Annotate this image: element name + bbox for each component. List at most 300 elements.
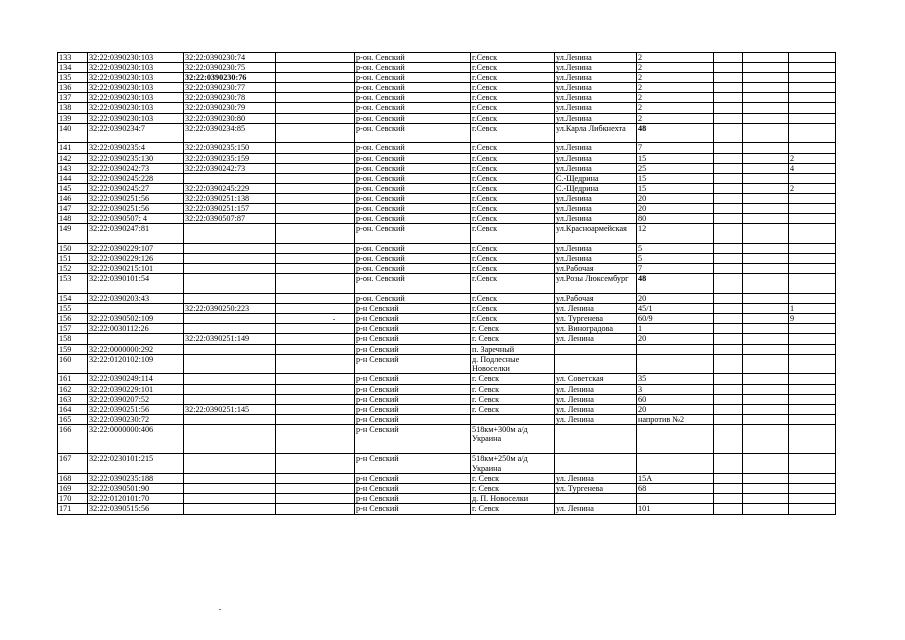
cell-street <box>555 354 637 374</box>
cell-locality: г.Севск <box>471 183 555 193</box>
cell-row-number: 159 <box>58 344 88 354</box>
cell-extra-column-a <box>714 173 743 183</box>
cell-locality: д. Подлесные Новоселки <box>471 354 555 374</box>
cell-cadastral-subnumber <box>184 254 276 264</box>
cell-locality: 518км+250м а/д Украина <box>471 454 555 474</box>
cell-cadastral-subnumber <box>184 264 276 274</box>
cell-district: р-он. Севский <box>355 93 471 103</box>
cell-house-number: 48 <box>637 274 714 294</box>
cell-district: р-н Севский <box>355 484 471 494</box>
table-row <box>58 294 836 304</box>
cell-empty-column <box>276 83 355 93</box>
cell-extra-column-b <box>743 63 789 73</box>
cell-house-number: 25 <box>637 163 714 173</box>
table-row <box>58 304 836 314</box>
cell-district: р-он. Севский <box>355 153 471 163</box>
cell-row-number: 149 <box>58 224 88 244</box>
cell-row-number: 136 <box>58 83 88 93</box>
table-row <box>58 123 836 143</box>
cell-district: р-он. Севский <box>355 204 471 214</box>
cell-district: р-он. Севский <box>355 224 471 244</box>
cell-street: ул.Ленина <box>555 113 637 123</box>
cell-count: 2 <box>789 153 836 163</box>
cell-extra-column-b <box>743 143 789 153</box>
cell-house-number: 35 <box>637 374 714 384</box>
cell-locality: г. Севск <box>471 404 555 414</box>
cell-street: ул. Ленина <box>555 394 637 404</box>
cell-empty-column <box>276 484 355 494</box>
cell-cadastral-subnumber <box>184 244 276 254</box>
cell-row-number: 158 <box>58 334 88 344</box>
cell-count <box>789 384 836 394</box>
cell-count <box>789 354 836 374</box>
cell-street <box>555 494 637 504</box>
cell-house-number: 68 <box>637 484 714 494</box>
cell-street <box>555 344 637 354</box>
cell-cadastral-subnumber <box>184 224 276 244</box>
cell-cadastral-subnumber <box>184 424 276 454</box>
cell-street <box>555 454 637 474</box>
cell-empty-column <box>276 334 355 344</box>
cell-extra-column-a <box>714 424 743 454</box>
cell-district: р-н Севский <box>355 494 471 504</box>
cell-house-number: напротив №2 <box>637 414 714 424</box>
cell-house-number: 15 <box>637 183 714 193</box>
cell-cadastral-number: 32:22:0390215:101 <box>88 264 184 274</box>
table-row <box>58 53 836 63</box>
cell-extra-column-b <box>743 474 789 484</box>
cell-count <box>789 63 836 73</box>
cell-extra-column-b <box>743 193 789 203</box>
cell-district: р-он. Севский <box>355 254 471 264</box>
cell-street: ул.Ленина <box>555 93 637 103</box>
cell-house-number: 15 <box>637 153 714 163</box>
cell-street: ул.Красноармейская <box>555 224 637 244</box>
cell-empty-column <box>276 214 355 224</box>
cell-street: ул.Рабочая <box>555 264 637 274</box>
cell-locality: г. Севск <box>471 384 555 394</box>
table-row <box>58 153 836 163</box>
cell-street: ул.Ленина <box>555 153 637 163</box>
cell-street: ул.Ленина <box>555 193 637 203</box>
cell-extra-column-a <box>714 143 743 153</box>
table-row <box>58 73 836 83</box>
cell-empty-column <box>276 113 355 123</box>
cell-extra-column-a <box>714 414 743 424</box>
cell-row-number: 135 <box>58 73 88 83</box>
cell-cadastral-subnumber <box>184 384 276 394</box>
cell-extra-column-a <box>714 324 743 334</box>
cell-house-number: 2 <box>637 73 714 83</box>
table-row <box>58 454 836 474</box>
cell-count <box>789 204 836 214</box>
cell-street: ул. Тургенева <box>555 484 637 494</box>
cell-empty-column <box>276 324 355 334</box>
cell-empty-column <box>276 494 355 504</box>
cell-row-number: 170 <box>58 494 88 504</box>
cell-extra-column-a <box>714 163 743 173</box>
table-row <box>58 474 836 484</box>
cell-extra-column-b <box>743 304 789 314</box>
cell-cadastral-number: 32:22:0000000:292 <box>88 344 184 354</box>
cell-cadastral-number <box>88 334 184 344</box>
cell-cadastral-number: 32:22:0230101:215 <box>88 454 184 474</box>
cell-house-number <box>637 454 714 474</box>
cell-count <box>789 374 836 384</box>
cell-house-number: 20 <box>637 193 714 203</box>
cell-extra-column-b <box>743 264 789 274</box>
cell-cadastral-subnumber: 32:22:0390230:78 <box>184 93 276 103</box>
cell-count <box>789 474 836 484</box>
cell-cadastral-number: 32:22:0390229:107 <box>88 244 184 254</box>
cell-district: р-он. Севский <box>355 173 471 183</box>
cell-cadastral-subnumber <box>184 454 276 474</box>
cell-extra-column-a <box>714 374 743 384</box>
cell-district: р-н Севский <box>355 474 471 484</box>
cell-count: 4 <box>789 163 836 173</box>
cell-extra-column-a <box>714 294 743 304</box>
cell-locality: г.Севск <box>471 103 555 113</box>
cell-street: ул.Ленина <box>555 163 637 173</box>
cell-cadastral-subnumber: 32:22:0390230:80 <box>184 113 276 123</box>
cell-district: р-н Севский <box>355 414 471 424</box>
cell-count <box>789 123 836 143</box>
cell-extra-column-a <box>714 244 743 254</box>
cell-street: ул.Ленина <box>555 73 637 83</box>
cell-district: р-н Севский <box>355 384 471 394</box>
cell-extra-column-b <box>743 294 789 304</box>
cell-cadastral-subnumber <box>184 173 276 183</box>
table-row <box>58 173 836 183</box>
cell-cadastral-number: 32:22:0390234:7 <box>88 123 184 143</box>
cell-cadastral-number: 32:22:0390207:52 <box>88 394 184 404</box>
cell-count <box>789 244 836 254</box>
cell-row-number: 168 <box>58 474 88 484</box>
cell-row-number: 138 <box>58 103 88 113</box>
table-row <box>58 224 836 244</box>
cell-house-number <box>637 494 714 504</box>
cell-extra-column-a <box>714 204 743 214</box>
cell-street: ул. Тургенева <box>555 314 637 324</box>
cell-row-number: 142 <box>58 153 88 163</box>
cell-street: ул. Ленина <box>555 404 637 414</box>
cell-extra-column-b <box>743 354 789 374</box>
cell-extra-column-b <box>743 123 789 143</box>
cell-house-number: 7 <box>637 264 714 274</box>
cell-extra-column-a <box>714 354 743 374</box>
cell-house-number <box>637 344 714 354</box>
table-row <box>58 504 836 514</box>
cell-extra-column-b <box>743 244 789 254</box>
table-row <box>58 404 836 414</box>
cell-district: р-н Севский <box>355 314 471 324</box>
cell-cadastral-number: 32:22:0390235:4 <box>88 143 184 153</box>
cell-extra-column-b <box>743 214 789 224</box>
cell-extra-column-b <box>743 414 789 424</box>
cell-cadastral-subnumber: 32:22:0390245:229 <box>184 183 276 193</box>
cell-row-number: 161 <box>58 374 88 384</box>
cell-street: ул. Виноградова <box>555 324 637 334</box>
cell-street: С.-Щедрина <box>555 173 637 183</box>
cell-cadastral-subnumber: 32:22:0390230:75 <box>184 63 276 73</box>
cell-extra-column-b <box>743 324 789 334</box>
cell-district: р-он. Севский <box>355 103 471 113</box>
cell-street: С.-Щедрина <box>555 183 637 193</box>
cell-empty-column <box>276 394 355 404</box>
cell-extra-column-a <box>714 73 743 83</box>
cell-cadastral-subnumber: 32:22:0390251:157 <box>184 204 276 214</box>
table-row <box>58 183 836 193</box>
cell-row-number: 167 <box>58 454 88 474</box>
cell-locality: г.Севск <box>471 304 555 314</box>
cell-cadastral-number: 32:22:0390101:54 <box>88 274 184 294</box>
cell-count <box>789 334 836 344</box>
cell-house-number: 2 <box>637 103 714 113</box>
cell-extra-column-a <box>714 193 743 203</box>
cell-extra-column-a <box>714 484 743 494</box>
cell-row-number: 148 <box>58 214 88 224</box>
cell-cadastral-subnumber <box>184 314 276 324</box>
cell-empty-column <box>276 254 355 264</box>
cell-extra-column-a <box>714 394 743 404</box>
cell-cadastral-number: 32:22:0390507: 4 <box>88 214 184 224</box>
cell-empty-column <box>276 143 355 153</box>
cell-extra-column-b <box>743 494 789 504</box>
cell-house-number: 60 <box>637 394 714 404</box>
cell-row-number: 145 <box>58 183 88 193</box>
cell-empty-column <box>276 173 355 183</box>
cell-empty-column <box>276 304 355 314</box>
cell-cadastral-number: 32:22:0390251:56 <box>88 193 184 203</box>
cell-cadastral-number: 32:22:0390245:228 <box>88 173 184 183</box>
cell-empty-column <box>276 123 355 143</box>
cell-locality: г.Севск <box>471 83 555 93</box>
cell-district: р-он. Севский <box>355 163 471 173</box>
cell-locality: г. Севск <box>471 484 555 494</box>
cell-count <box>789 173 836 183</box>
cell-extra-column-b <box>743 204 789 214</box>
cell-count <box>789 103 836 113</box>
cell-extra-column-a <box>714 274 743 294</box>
cell-count <box>789 294 836 304</box>
cell-locality: г.Севск <box>471 294 555 304</box>
cell-district: р-н Севский <box>355 324 471 334</box>
cell-count: 9 <box>789 314 836 324</box>
cell-row-number: 166 <box>58 424 88 454</box>
cell-empty-column <box>276 504 355 514</box>
cell-count <box>789 484 836 494</box>
cell-extra-column-a <box>714 63 743 73</box>
cell-cadastral-number: 32:22:0120102:109 <box>88 354 184 374</box>
cell-extra-column-a <box>714 494 743 504</box>
cell-street: ул.Карла Либкнехта <box>555 123 637 143</box>
land-registry-table <box>57 52 836 515</box>
cell-locality: д. П. Новоселки <box>471 494 555 504</box>
cell-locality: г.Севск <box>471 73 555 83</box>
cell-street: ул.Розы Люксембург <box>555 274 637 294</box>
cell-house-number: 80 <box>637 214 714 224</box>
cell-extra-column-b <box>743 344 789 354</box>
cell-district: р-он. Севский <box>355 73 471 83</box>
cell-street: ул.Ленина <box>555 83 637 93</box>
cell-count: 2 <box>789 183 836 193</box>
cell-empty-column <box>276 73 355 83</box>
cell-house-number: 2 <box>637 93 714 103</box>
cell-cadastral-number: 32:22:0390229:101 <box>88 384 184 394</box>
cell-locality: г.Севск <box>471 314 555 324</box>
cell-extra-column-a <box>714 254 743 264</box>
cell-empty-column <box>276 344 355 354</box>
cell-locality: г.Севск <box>471 264 555 274</box>
cell-cadastral-subnumber <box>184 474 276 484</box>
cell-street: ул. Советская <box>555 374 637 384</box>
cell-cadastral-subnumber <box>184 374 276 384</box>
cell-cadastral-number: 32:22:0390242:73 <box>88 163 184 173</box>
cell-locality: г.Севск <box>471 214 555 224</box>
cell-district: р-н Севский <box>355 394 471 404</box>
cell-house-number: 12 <box>637 224 714 244</box>
cell-district: р-н Севский <box>355 334 471 344</box>
cell-row-number: 146 <box>58 193 88 203</box>
cell-extra-column-b <box>743 173 789 183</box>
cell-street: ул. Ленина <box>555 414 637 424</box>
cell-cadastral-subnumber: 32:22:0390235:159 <box>184 153 276 163</box>
cell-row-number: 164 <box>58 404 88 414</box>
cell-locality: г. Севск <box>471 474 555 484</box>
cell-house-number: 1 <box>637 324 714 334</box>
table-row <box>58 374 836 384</box>
cell-street: ул.Ленина <box>555 204 637 214</box>
cell-empty-column <box>276 63 355 73</box>
cell-district: р-н Севский <box>355 404 471 414</box>
cell-count <box>789 113 836 123</box>
cell-cadastral-subnumber: 32:22:0390507:87 <box>184 214 276 224</box>
cell-extra-column-a <box>714 344 743 354</box>
cell-row-number: 169 <box>58 484 88 494</box>
cell-empty-column <box>276 404 355 414</box>
cell-street: ул.Ленина <box>555 53 637 63</box>
cell-locality: г.Севск <box>471 173 555 183</box>
cell-house-number: 2 <box>637 53 714 63</box>
cell-empty-column <box>276 474 355 484</box>
cell-house-number: 2 <box>637 83 714 93</box>
cell-count <box>789 193 836 203</box>
cell-empty-column <box>276 53 355 63</box>
cell-district: р-он. Севский <box>355 83 471 93</box>
cell-extra-column-b <box>743 73 789 83</box>
table-row <box>58 264 836 274</box>
cell-cadastral-number: 32:22:0000000:406 <box>88 424 184 454</box>
cell-extra-column-a <box>714 474 743 484</box>
cell-locality: г. Севск <box>471 334 555 344</box>
cell-locality: г.Севск <box>471 63 555 73</box>
scan-speck <box>333 319 335 320</box>
cell-locality <box>471 414 555 424</box>
cell-house-number: 45/1 <box>637 304 714 314</box>
table-row <box>58 484 836 494</box>
cell-extra-column-b <box>743 504 789 514</box>
cell-locality: г.Севск <box>471 123 555 143</box>
cell-empty-column <box>276 204 355 214</box>
cell-cadastral-number: 32:22:0390230:103 <box>88 63 184 73</box>
cell-locality: г.Севск <box>471 254 555 264</box>
cell-locality: г. Севск <box>471 324 555 334</box>
cell-cadastral-number: 32:22:0390229:126 <box>88 254 184 264</box>
cell-extra-column-b <box>743 153 789 163</box>
table-row <box>58 354 836 374</box>
cell-locality: г. Севск <box>471 504 555 514</box>
cell-empty-column <box>276 93 355 103</box>
cell-count <box>789 404 836 414</box>
cell-locality: г.Севск <box>471 224 555 244</box>
cell-count <box>789 143 836 153</box>
cell-row-number: 140 <box>58 123 88 143</box>
cell-district: р-он. Севский <box>355 244 471 254</box>
cell-street: ул.Ленина <box>555 244 637 254</box>
cell-empty-column <box>276 374 355 384</box>
cell-count <box>789 73 836 83</box>
cell-cadastral-subnumber <box>184 504 276 514</box>
cell-count <box>789 254 836 264</box>
cell-cadastral-number: 32:22:0390251:56 <box>88 204 184 214</box>
table-row <box>58 414 836 424</box>
cell-extra-column-b <box>743 274 789 294</box>
cell-house-number: 15А <box>637 474 714 484</box>
cell-empty-column <box>276 294 355 304</box>
cell-cadastral-subnumber: 32:22:0390230:77 <box>184 83 276 93</box>
cell-locality: г.Севск <box>471 244 555 254</box>
cell-extra-column-a <box>714 153 743 163</box>
cell-count <box>789 504 836 514</box>
cell-extra-column-a <box>714 334 743 344</box>
cell-row-number: 134 <box>58 63 88 73</box>
table-row <box>58 83 836 93</box>
cell-house-number: 60/9 <box>637 314 714 324</box>
cell-cadastral-subnumber: 32:22:0390235:150 <box>184 143 276 153</box>
cell-empty-column <box>276 274 355 294</box>
cell-street: ул.Ленина <box>555 63 637 73</box>
cell-extra-column-a <box>714 53 743 63</box>
scan-speck <box>219 609 221 610</box>
cell-street: ул.Ленина <box>555 103 637 113</box>
table-row <box>58 324 836 334</box>
cell-extra-column-b <box>743 53 789 63</box>
cell-cadastral-subnumber: 32:22:0390230:79 <box>184 103 276 113</box>
cell-cadastral-number: 32:22:0120101:70 <box>88 494 184 504</box>
cell-row-number: 154 <box>58 294 88 304</box>
cell-extra-column-a <box>714 384 743 394</box>
cell-cadastral-number: 32:22:0390501:90 <box>88 484 184 494</box>
cell-extra-column-b <box>743 93 789 103</box>
table-row <box>58 163 836 173</box>
table-row <box>58 93 836 103</box>
cell-extra-column-a <box>714 123 743 143</box>
cell-count <box>789 454 836 474</box>
table-row <box>58 494 836 504</box>
cell-house-number: 7 <box>637 143 714 153</box>
cell-cadastral-subnumber <box>184 294 276 304</box>
cell-extra-column-a <box>714 264 743 274</box>
cell-extra-column-b <box>743 113 789 123</box>
table-row <box>58 424 836 454</box>
cell-count <box>789 264 836 274</box>
cell-row-number: 155 <box>58 304 88 314</box>
cell-cadastral-subnumber <box>184 494 276 504</box>
cell-empty-column <box>276 183 355 193</box>
cell-street: ул.Ленина <box>555 214 637 224</box>
cell-district: р-он. Севский <box>355 193 471 203</box>
cell-cadastral-number: 32:22:0390230:72 <box>88 414 184 424</box>
